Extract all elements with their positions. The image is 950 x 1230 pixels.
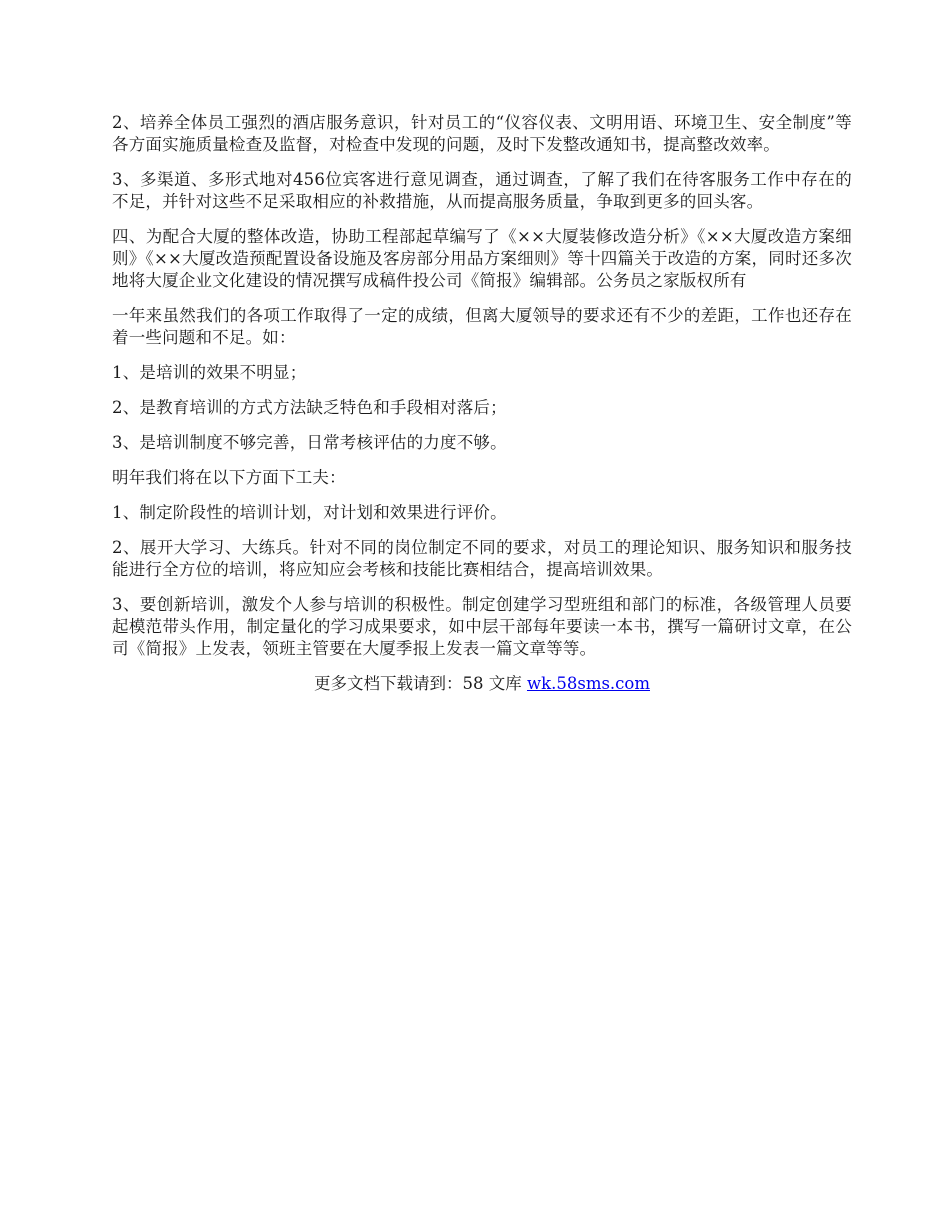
footer-prefix: 更多文档下载请到：58 文库 [313,674,527,693]
paragraph-shortcoming-3: 3、是培训制度不够完善，日常考核评估的力度不够。 [112,433,507,452]
paragraph-2-service-awareness: 2、培养全体员工强烈的酒店服务意识，针对员工的“仪容仪表、文明用语、环境卫生、安全制度”等各方面实施质量检查及监督，对检查中发现的问题，及时下发整改通知书，提高整改效率。 [112,113,852,154]
paragraph-3-guest-survey: 3、多渠道、多形式地对456位宾客进行意见调查，通过调查，了解了我们在待客服务工作中存在的不足，并针对这些不足采取相应的补救措施，从而提高服务质量，争取到更多的回头客。 [112,170,852,211]
paragraph-shortcoming-1: 1、是培训的效果不明显； [112,363,307,382]
document-page [112,112,852,695]
paragraph-plan-1: 1、制定阶段性的培训计划，对计划和效果进行评价。 [112,503,507,522]
paragraph-plan-3: 3、要创新培训，激发个人参与培训的积极性。制定创建学习型班组和部门的标准，各级管理人员要起模范带头作用，制定量化的学习成果要求，如中层干部每年要读一本书，撰写一篇研讨文章，在公司《简报》上发表，领班主管要在大厦季报上发表一篇文章等等。 [112,595,852,658]
footer-download-note [112,673,852,695]
paragraph-shortcoming-2: 2、是教育培训的方式方法缺乏特色和手段相对落后； [112,398,507,417]
paragraph-plan-2: 2、展开大学习、大练兵。针对不同的岗位制定不同的要求，对员工的理论知识、服务知识和服务技能进行全方位的培训，将应知应会考核和技能比赛相结合，提高培训效果。 [112,538,852,579]
paragraph-shortcomings-intro: 一年来虽然我们的各项工作取得了一定的成绩，但离大厦领导的要求还有不少的差距，工作也还存在着一些问题和不足。如： [112,306,852,347]
paragraph-next-year-intro: 明年我们将在以下方面下工夫： [112,468,346,487]
paragraph-4-renovation: 四、为配合大厦的整体改造，协助工程部起草编写了《××大厦装修改造分析》《××大厦改造方案细则》《××大厦改造预配置设备设施及客房部分用品方案细则》等十四篇关于改造的方案，同时还多次地将大厦企业文化建设的情况撰写成稿件投公司《简报》编辑部。公务员之家版权所有 [112,227,852,290]
footer-link[interactable]: wk.58sms.com [526,674,650,693]
